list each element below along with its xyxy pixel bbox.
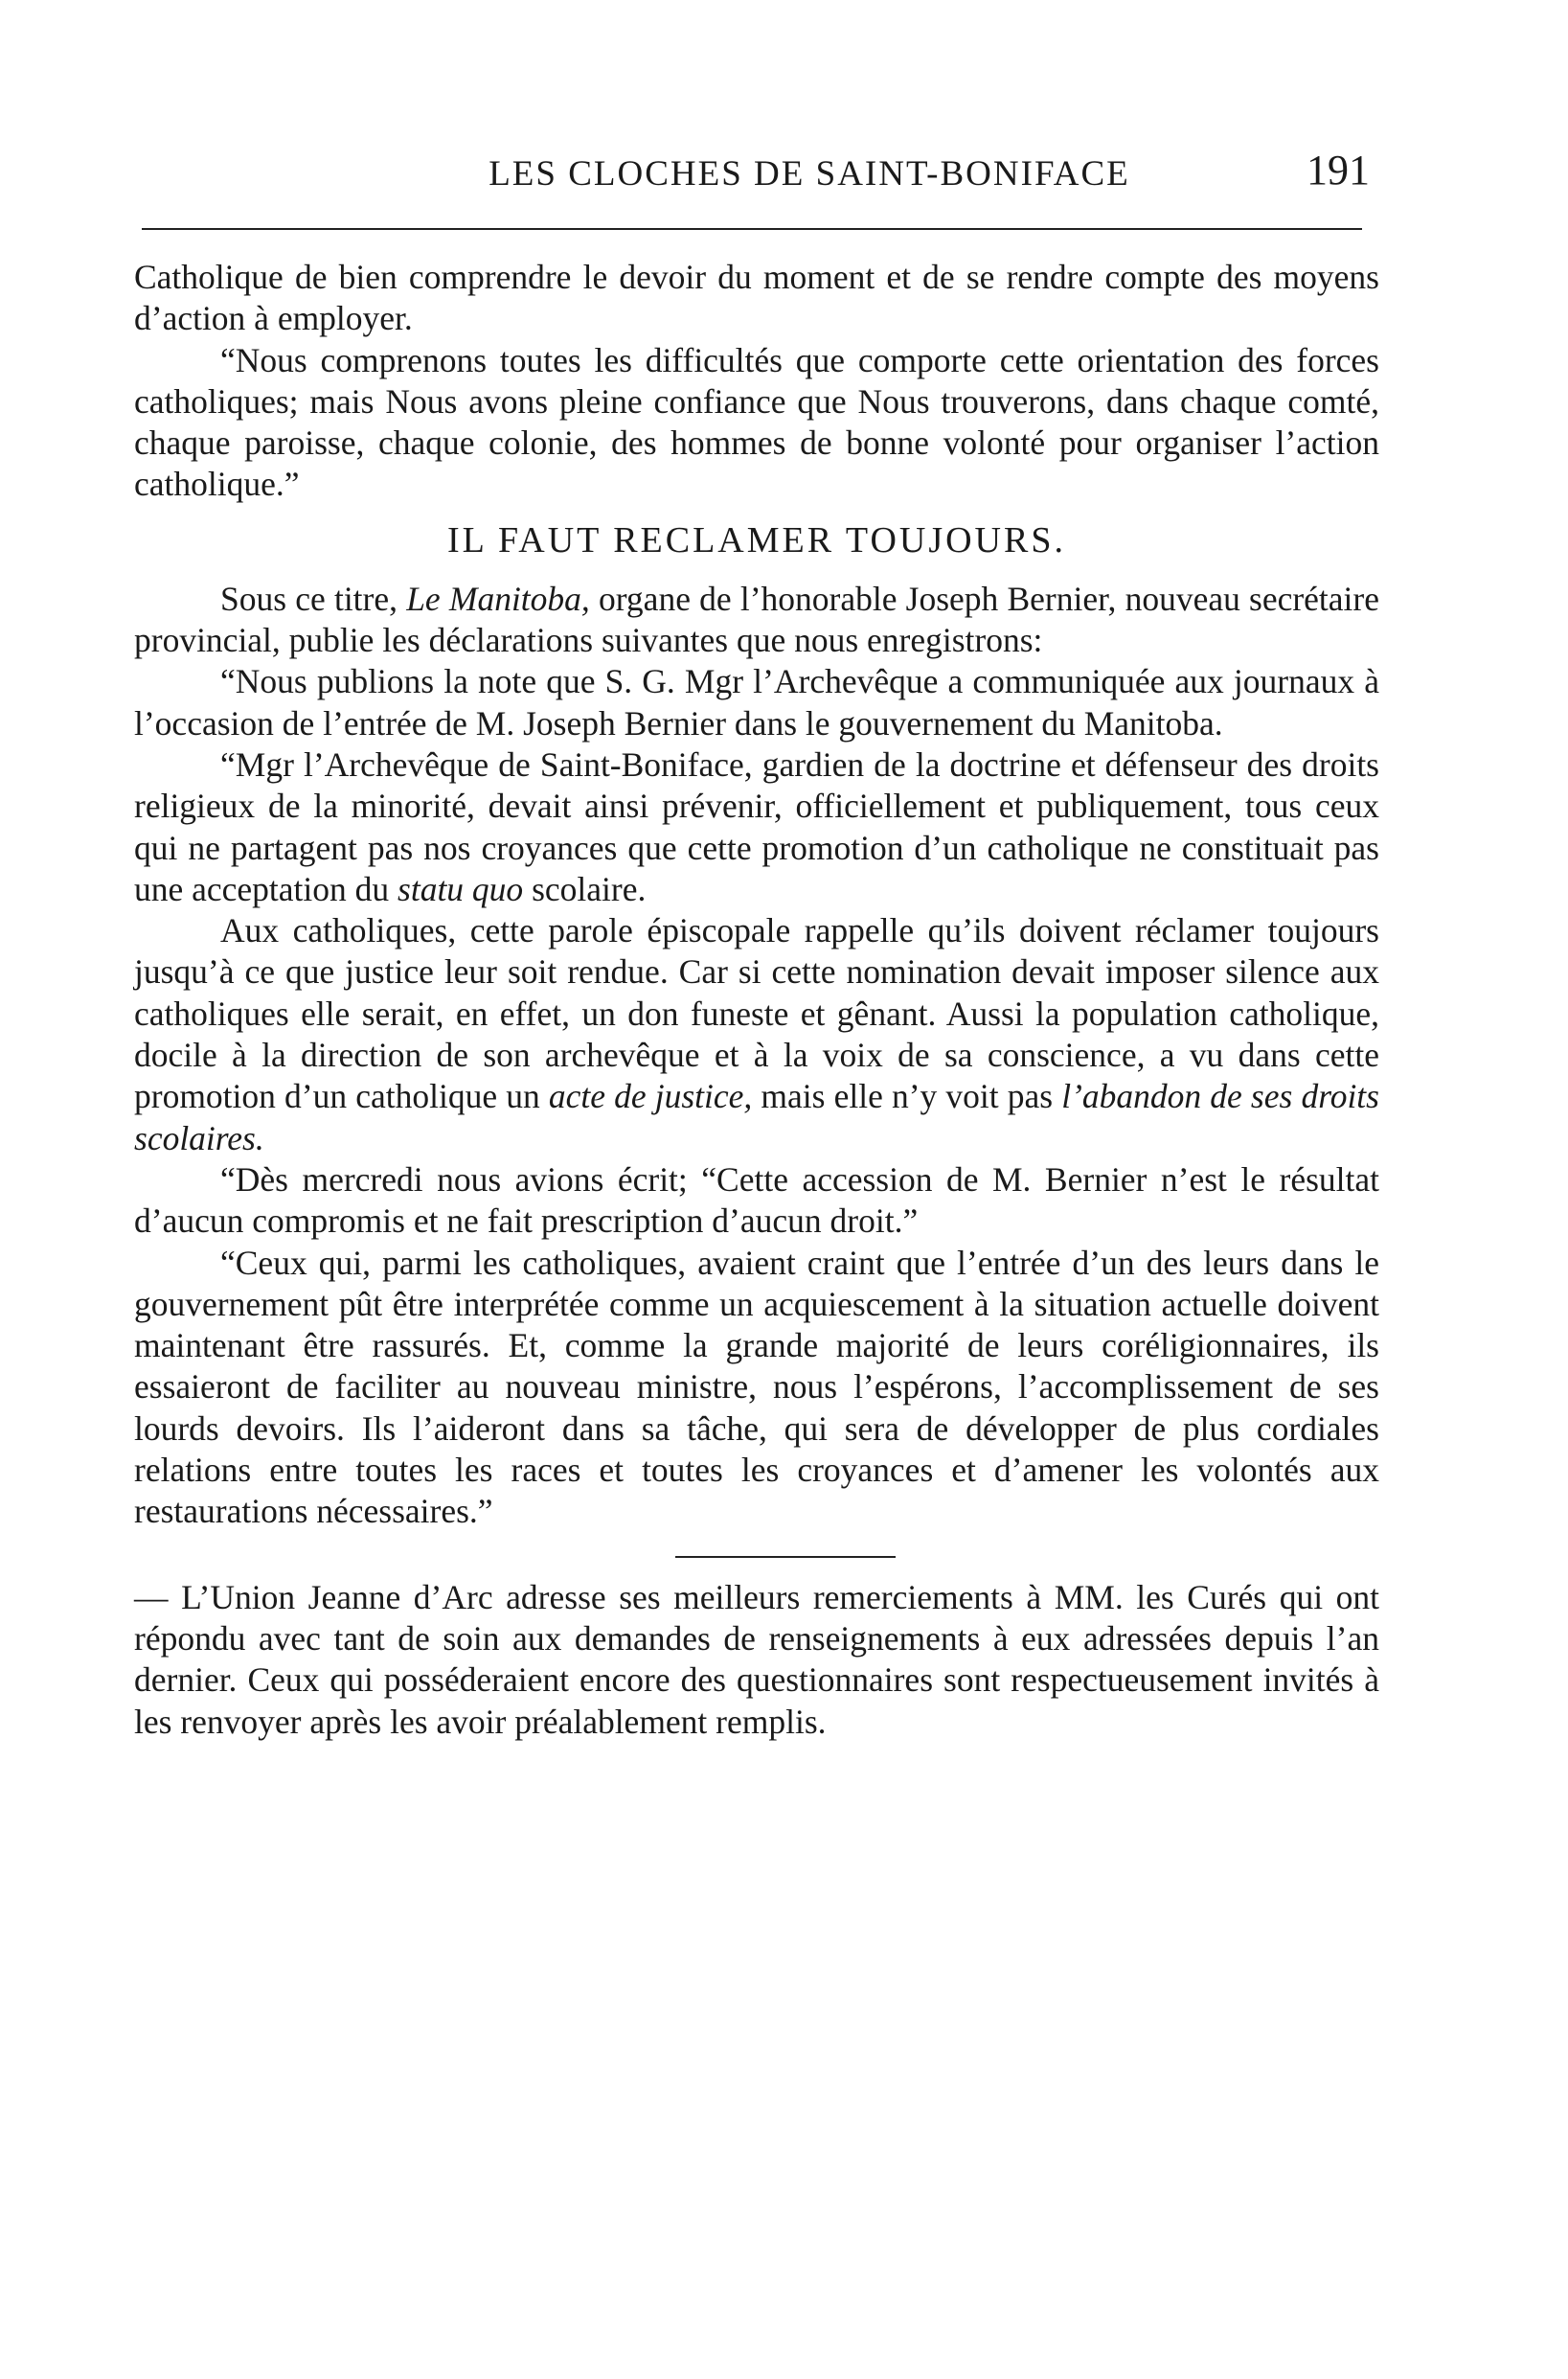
paragraph-6: [134, 910, 1379, 1159]
running-header: [134, 144, 1379, 201]
paragraph-3-text-a: Sous ce titre,: [220, 579, 407, 618]
paragraph-5-text-b: scolaire.: [523, 869, 647, 908]
paragraph-5-text-a: “Mgr l’Archevêque de Saint-Boniface, gardien de la doctrine et défenseur des droits religieux de la minorité, devait ainsi prévenir, officiellement et publiquement, tous ceux qui ne partagent pas nos croyances que cette promotion d’un catholique ne constituait pas une acceptation du: [134, 744, 1379, 908]
body-text: [134, 257, 1379, 1743]
paragraph-4: “Nous publions la note que S. G. Mgr l’Archevêque a communiquée aux journaux à l’occasion de l’entrée de M. Joseph Bernier dans le gouvernement du Manitoba.: [134, 662, 1379, 743]
paragraph-6-text-b: mais elle n’y voit pas: [752, 1077, 1062, 1116]
paragraph-3: [134, 579, 1379, 662]
section-heading: IL FAUT RECLAMER TOUJOURS.: [447, 519, 1066, 560]
paragraph-3-italic: Le Manitoba,: [406, 579, 590, 618]
page: [134, 144, 1379, 1741]
paragraph-3-text-b: organe de l’honorable Joseph Bernier, nouveau secrétaire provincial, publie les déclarations suivantes que nous enregistrons:: [134, 579, 1379, 660]
paragraph-6-text-a: Aux catholiques, cette parole épiscopale rappelle qu’ils doivent réclamer toujours jusqu’à ce que justice leur soit rendue. Car si cette nomination devait imposer silence aux catholiques elle serait, en effet, un don funeste et gênant. Aussi la population catholique, docile à la direction de son archevêque et à la voix de sa conscience, a vu dans cette promotion d’un catholique un: [134, 911, 1379, 1116]
paragraph-5-italic: statu quo: [398, 869, 524, 908]
running-title: LES CLOCHES DE SAINT-BONIFACE: [489, 154, 1130, 194]
notice-block: [134, 1577, 1379, 1743]
paragraph-2: “Nous comprenons toutes les difficultés que comporte cette orientation des forces catholiques; mais Nous avons pleine confiance que Nous trouverons, dans chaque comté, chaque paroisse, chaque colonie, des hommes de bonne volonté pour organiser l’action catholique.”: [134, 340, 1379, 504]
page-number: 191: [1307, 147, 1370, 194]
paragraph-6-italic-2: l’abandon de ses droits scolaires.: [134, 1077, 1379, 1157]
paragraph-6-italic-1: acte de justice,: [548, 1077, 753, 1116]
header-rule: [142, 228, 1362, 230]
paragraph-1: Catholique de bien comprendre le devoir du moment et de se rendre compte des moyens d’action à employer.: [134, 258, 1379, 338]
paragraph-8: “Ceux qui, parmi les catholiques, avaient craint que l’entrée d’un des leurs dans le gouvernement pût être interprétée comme un acquiescement à la situation actuelle doivent maintenant être rassurés. Et, comme la grande majorité de leurs coréligionnaires, ils essaieront de faciliter au nouveau ministre, nous l’espérons, l’accomplissement de ses lourds devoirs. Ils l’aideront dans sa tâche, qui sera de développer de plus cordiales relations entre toutes les races et toutes les croyances et d’amener les volontés aux restaurations nécessaires.”: [134, 1243, 1379, 1531]
paragraph-5: [134, 744, 1379, 910]
notice-paragraph: — L’Union Jeanne d’Arc adresse ses meilleurs remerciements à MM. les Curés qui ont répondu avec tant de soin aux demandes de renseignements à eux adressées depuis l’an dernier. Ceux qui posséderaient encore des questionnaires sont respectueusement invités à les renvoyer après les avoir préalablement remplis.: [134, 1577, 1379, 1741]
paragraph-7: “Dès mercredi nous avions écrit; “Cette accession de M. Bernier n’est le résultat d’aucun compromis et ne fait prescription d’aucun droit.”: [134, 1159, 1379, 1241]
section-divider: [675, 1556, 896, 1558]
